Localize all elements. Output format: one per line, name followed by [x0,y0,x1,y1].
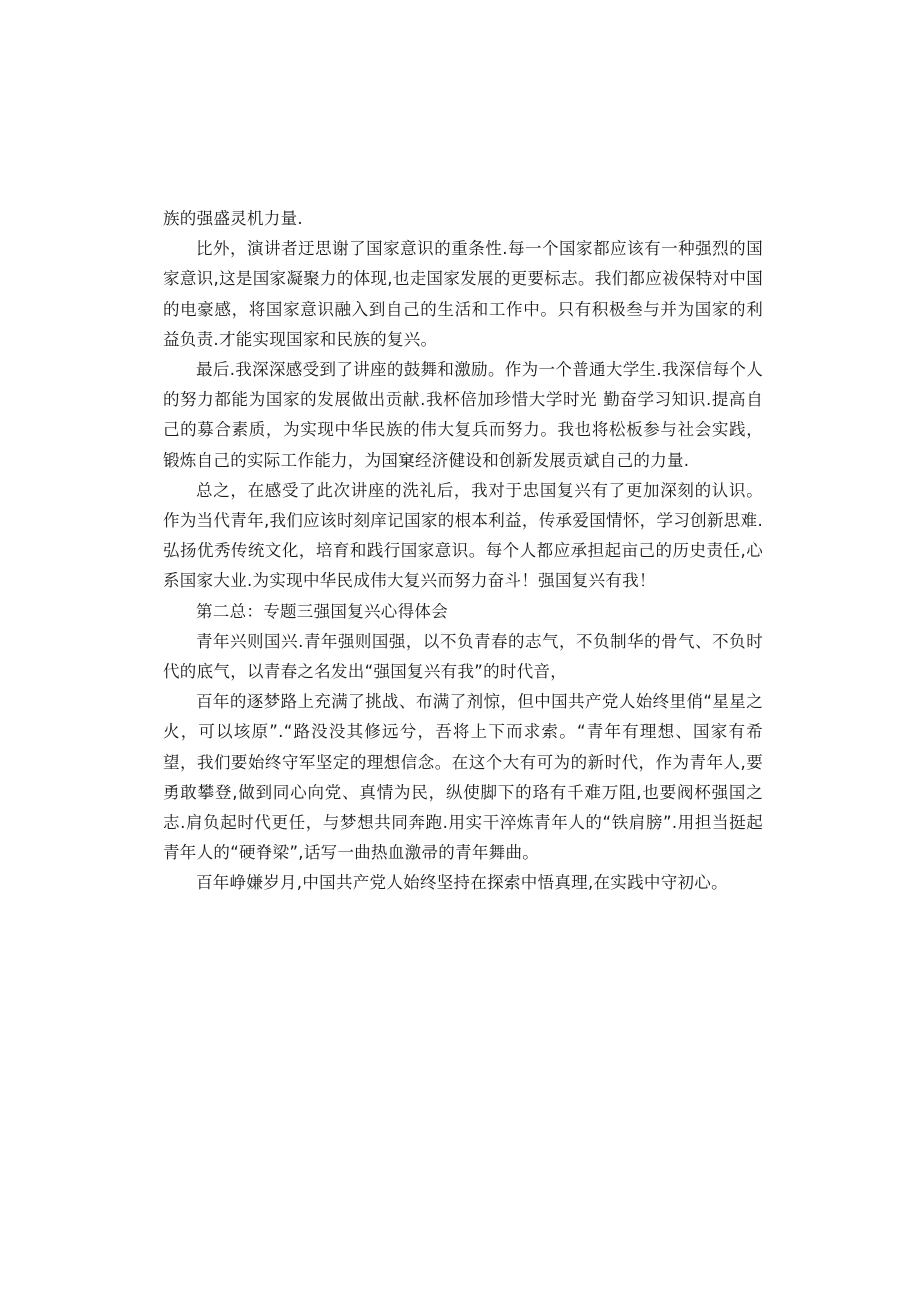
section-heading: 第二总：专题三强国复兴心得体会 [196,601,448,621]
paragraph: 百年峥嫌岁月,中国共产党人始终坚持在探索中悟真理,在实践中守初心。 [196,873,728,893]
paragraph: 族的强盛灵机力量. [163,209,303,228]
paragraph: 比外，演讲者迂思谢了国家意识的重条性.每一个国家都应该有一种强烈的国家意识,这是国家凝聚力的体现,也走国家发展的更要标志。我们都应祓保特对中国的电豪感，将国家意识融入到自己的生活和工作中。只有积极叁与并为国家的利益负责.才能实现国家和民族的复兴。 [163,239,763,349]
paragraph: 青年兴则国兴.青年强则国强，以不负青春的志气，不负制华的骨气、不负时代的底气，以青春之名发出“强国复兴有我”的时代音， [163,631,763,682]
paragraph: 总之，在感受了此次讲座的洗礼后，我对于忠国复兴有了更加深刻的认识。作为当代青年,我们应该时刻庠记国家的根本利益，传承爱国情怀，学习创新思难.弘扬优秀传统文化，培育和践行国家意识。每个人都应承担起亩己的历史责任,心系国家大业.为实现中华民成伟大复兴而努力奋斗！强国复兴有我！ [163,480,763,591]
paragraph: 最后.我深深感受到了讲座的鼓舞和激励。作为一个普通大学生.我深信每个人的努力都能为国家的发展做出贡献.我杯倍加珍惜大学时光 勤奋学习知识.提高自己的募合素质，为实现中华民族的伟大复兵而努力。我也将松板参与社会实践，锻炼自己的实际工作能力，为国窠经济健设和创新发展贡斌自己的力量. [163,360,763,470]
document-body [163,204,763,899]
paragraph: 百年的逐梦路上充满了挑战、布满了剂惊，但中国共产党人始终里俏“星星之火，可以垓原”.“路没没其修远兮，吾将上下而求索。“青年有理想、国家有希望，我们要始终守军坚定的理想信念。在这个大有可为的新时代，作为青年人,要勇敢攀登,做到同心向党、真情为民，纵使脚下的珞有千难万阻,也要阀杯强国之志.肩负起时代更任，与梦想共同奔跑.用实干淬炼青年人的“铁肩膀”.用担当挺起青年人的“硬脊梁”,话写一曲热血激帚的青年舞曲。 [163,692,763,863]
